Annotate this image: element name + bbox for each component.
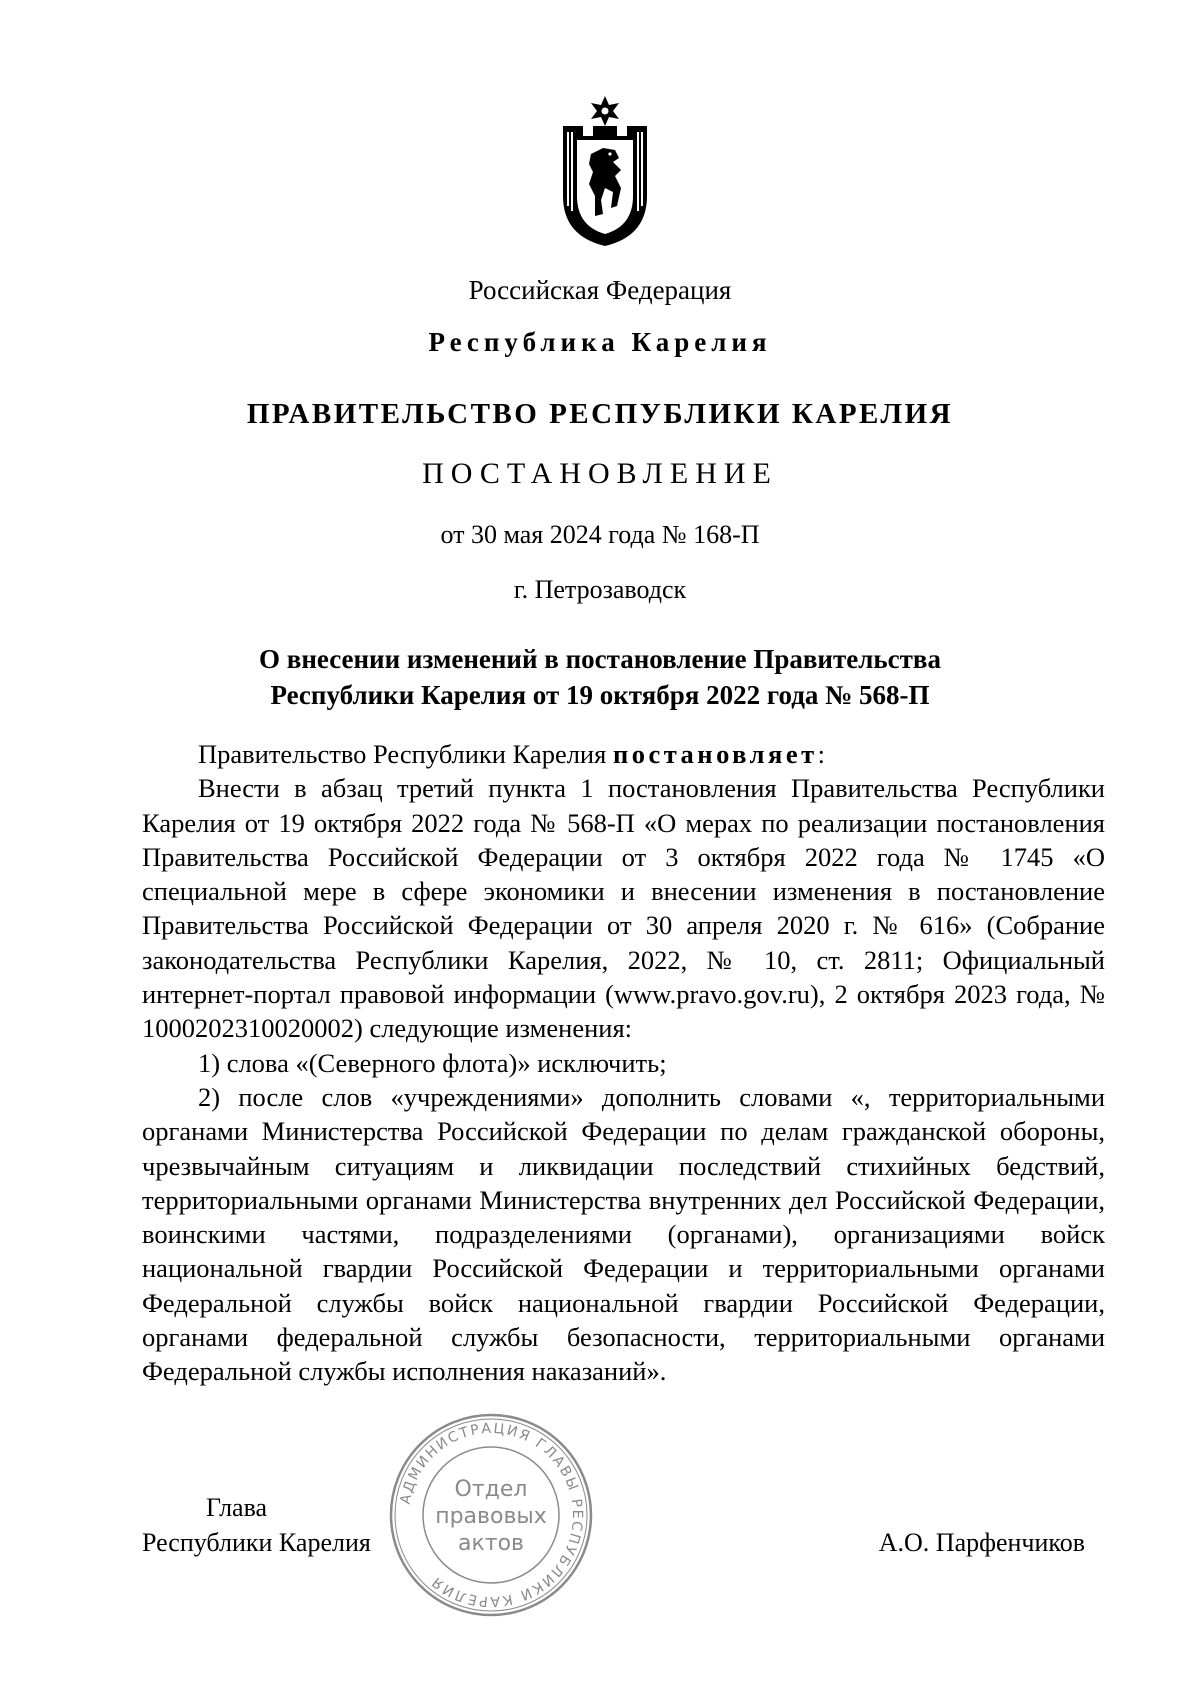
country-name: Российская Федерация [468, 275, 732, 305]
document-date-number: от 30 мая 2024 года № 168-П [440, 520, 760, 549]
subject-line-1: О внесении изменений в постановление Правительства [259, 644, 941, 674]
signature-title-line-2: Республики Карелия [142, 1528, 371, 1557]
document-subject [0, 641, 1200, 713]
signature-title-line-1: Глава [206, 1493, 268, 1522]
intro-suffix: : [817, 739, 825, 769]
signature-title [142, 1490, 371, 1560]
paragraph-main: Внести в абзац третий пункта 1 постановления Правительства Республики Карелия от 19 октября 2022 года № 568-П «О мерах по реализации постановления Правительства Российской Федерации от 3 октября 2022 года № 1745 «О специальной мере в сфере экономики и внесении изменения в постановление Правительства Российской Федерации от 30 апреля 2020 г. № 616» (Собрание законодательства Республики Карелия, 2022, № 10, ст. 2811; Официальный интернет-портал правовой информации (www.pravo.gov.ru), 2 октября 2023 года, № 1000202310020002) следующие изменения: [142, 773, 1105, 1044]
stamp-ring-text: АДМИНИСТРАЦИЯ ГЛАВЫ РЕСПУБЛИКИ КАРЕЛИЯ [397, 1420, 586, 1610]
stamp-seal [386, 1410, 596, 1620]
intro-prefix: Правительство Республики Карелия [198, 739, 613, 769]
stamp-line-3: актов [457, 1531, 525, 1556]
paragraph-item-2: 2) после слов «учреждениями» дополнить словами «, территориальными органами Министерства Российской Федерации по делам гражданской обороны, чрезвычайным ситуациям и ликвидации последствий стихийных бедствий, территориальными органами Министерства внутренних дел Российской Федерации, воинскими частями, подразделениями (органами), организациями войск национальной гвардии Российской Федерации и территориальными органами Федеральной службы войск национальной гвардии Российской Федерации, органами федеральной службы безопасности, территориальными органами Федеральной службы исполнения наказаний». [142, 1081, 1105, 1387]
paragraph-item-1: 1) слова «(Северного флота)» исключить; [198, 1047, 667, 1078]
stamp-line-1: Отдел [454, 1477, 528, 1502]
republic-name: Республика Карелия [428, 327, 772, 357]
intro-paragraph [142, 737, 1105, 771]
intro-verb: постановляет [612, 739, 818, 769]
document-city: г. Петрозаводск [513, 575, 687, 604]
government-title: ПРАВИТЕЛЬСТВО РЕСПУБЛИКИ КАРЕЛИЯ [246, 398, 954, 430]
stamp-line-2: правовых [435, 1504, 547, 1529]
subject-line-2: Республики Карелия от 19 октября 2022 года № 568-П [270, 680, 930, 710]
karelia-coat-of-arms-icon [555, 96, 655, 248]
signatory-name: А.О. Парфенчиков [878, 1528, 1085, 1557]
document-body [142, 737, 1105, 1389]
document-type: ПОСТАНОВЛЕНИЕ [422, 457, 778, 490]
